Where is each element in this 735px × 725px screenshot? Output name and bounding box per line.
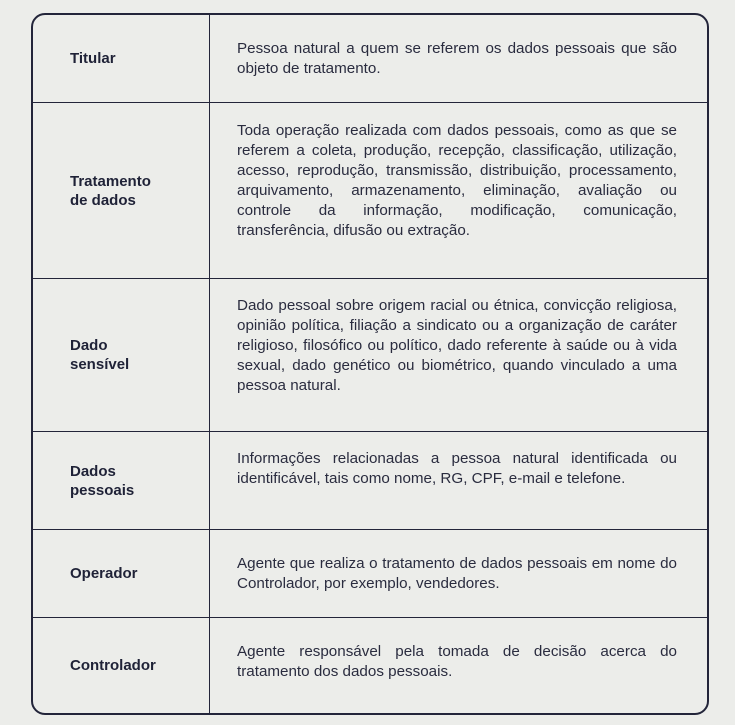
definition-cell [210,15,707,102]
term-cell [33,279,210,431]
table-row [33,15,707,103]
term-tratamento-de-dados: Tratamento de dados [70,172,151,209]
table-row [33,432,707,530]
definition-dado-sensivel: Dado pessoal sobre origem racial ou étnica, convicção religiosa, opinião política, filiação a sindicato ou a organização de caráter religioso, filosófico ou político, dado referente à saúde ou à vida sexual, dado genético ou biométrico, quando vinculado a uma pessoa natural. [237,297,677,394]
term-operador: Operador [70,565,138,582]
definition-cell [210,618,707,713]
definition-operador: Agente que realiza o tratamento de dados pessoais em nome do Controlador, por exemplo, vendedores. [237,555,677,592]
term-dados-pessoais: Dados pessoais [70,462,135,499]
table-row [33,103,707,279]
term-cell [33,618,210,713]
definition-controlador: Agente responsável pela tomada de decisão acerca do tratamento dos dados pessoais. [237,643,677,680]
table-row [33,279,707,432]
definition-cell [210,530,707,617]
definition-cell [210,103,707,278]
glossary-table [31,13,709,715]
definition-titular: Pessoa natural a quem se referem os dados pessoais que são objeto de tratamento. [237,40,677,77]
table-row [33,530,707,618]
definition-dados-pessoais: Informações relacionadas a pessoa natural identificada ou identificável, tais como nome, RG, CPF, e-mail e telefone. [237,450,677,487]
term-dado-sensivel: Dado sensível [70,337,130,373]
term-cell [33,432,210,529]
term-titular: Titular [70,50,116,67]
definition-cell [210,279,707,431]
term-controlador: Controlador [70,657,156,674]
table-row [33,618,707,713]
definition-tratamento-de-dados: Toda operação realizada com dados pessoais, como as que se referem a coleta, produção, recepção, classificação, utilização, acesso, reprodução, transmissão, distribuição, processamento, arquivamento, armazenamento, eliminação, avaliação ou controle da informação, modificação, comunicação, transferência, difusão ou extração. [237,122,677,239]
term-cell [33,103,210,278]
definition-cell [210,432,707,529]
term-cell [33,530,210,617]
term-cell [33,15,210,102]
